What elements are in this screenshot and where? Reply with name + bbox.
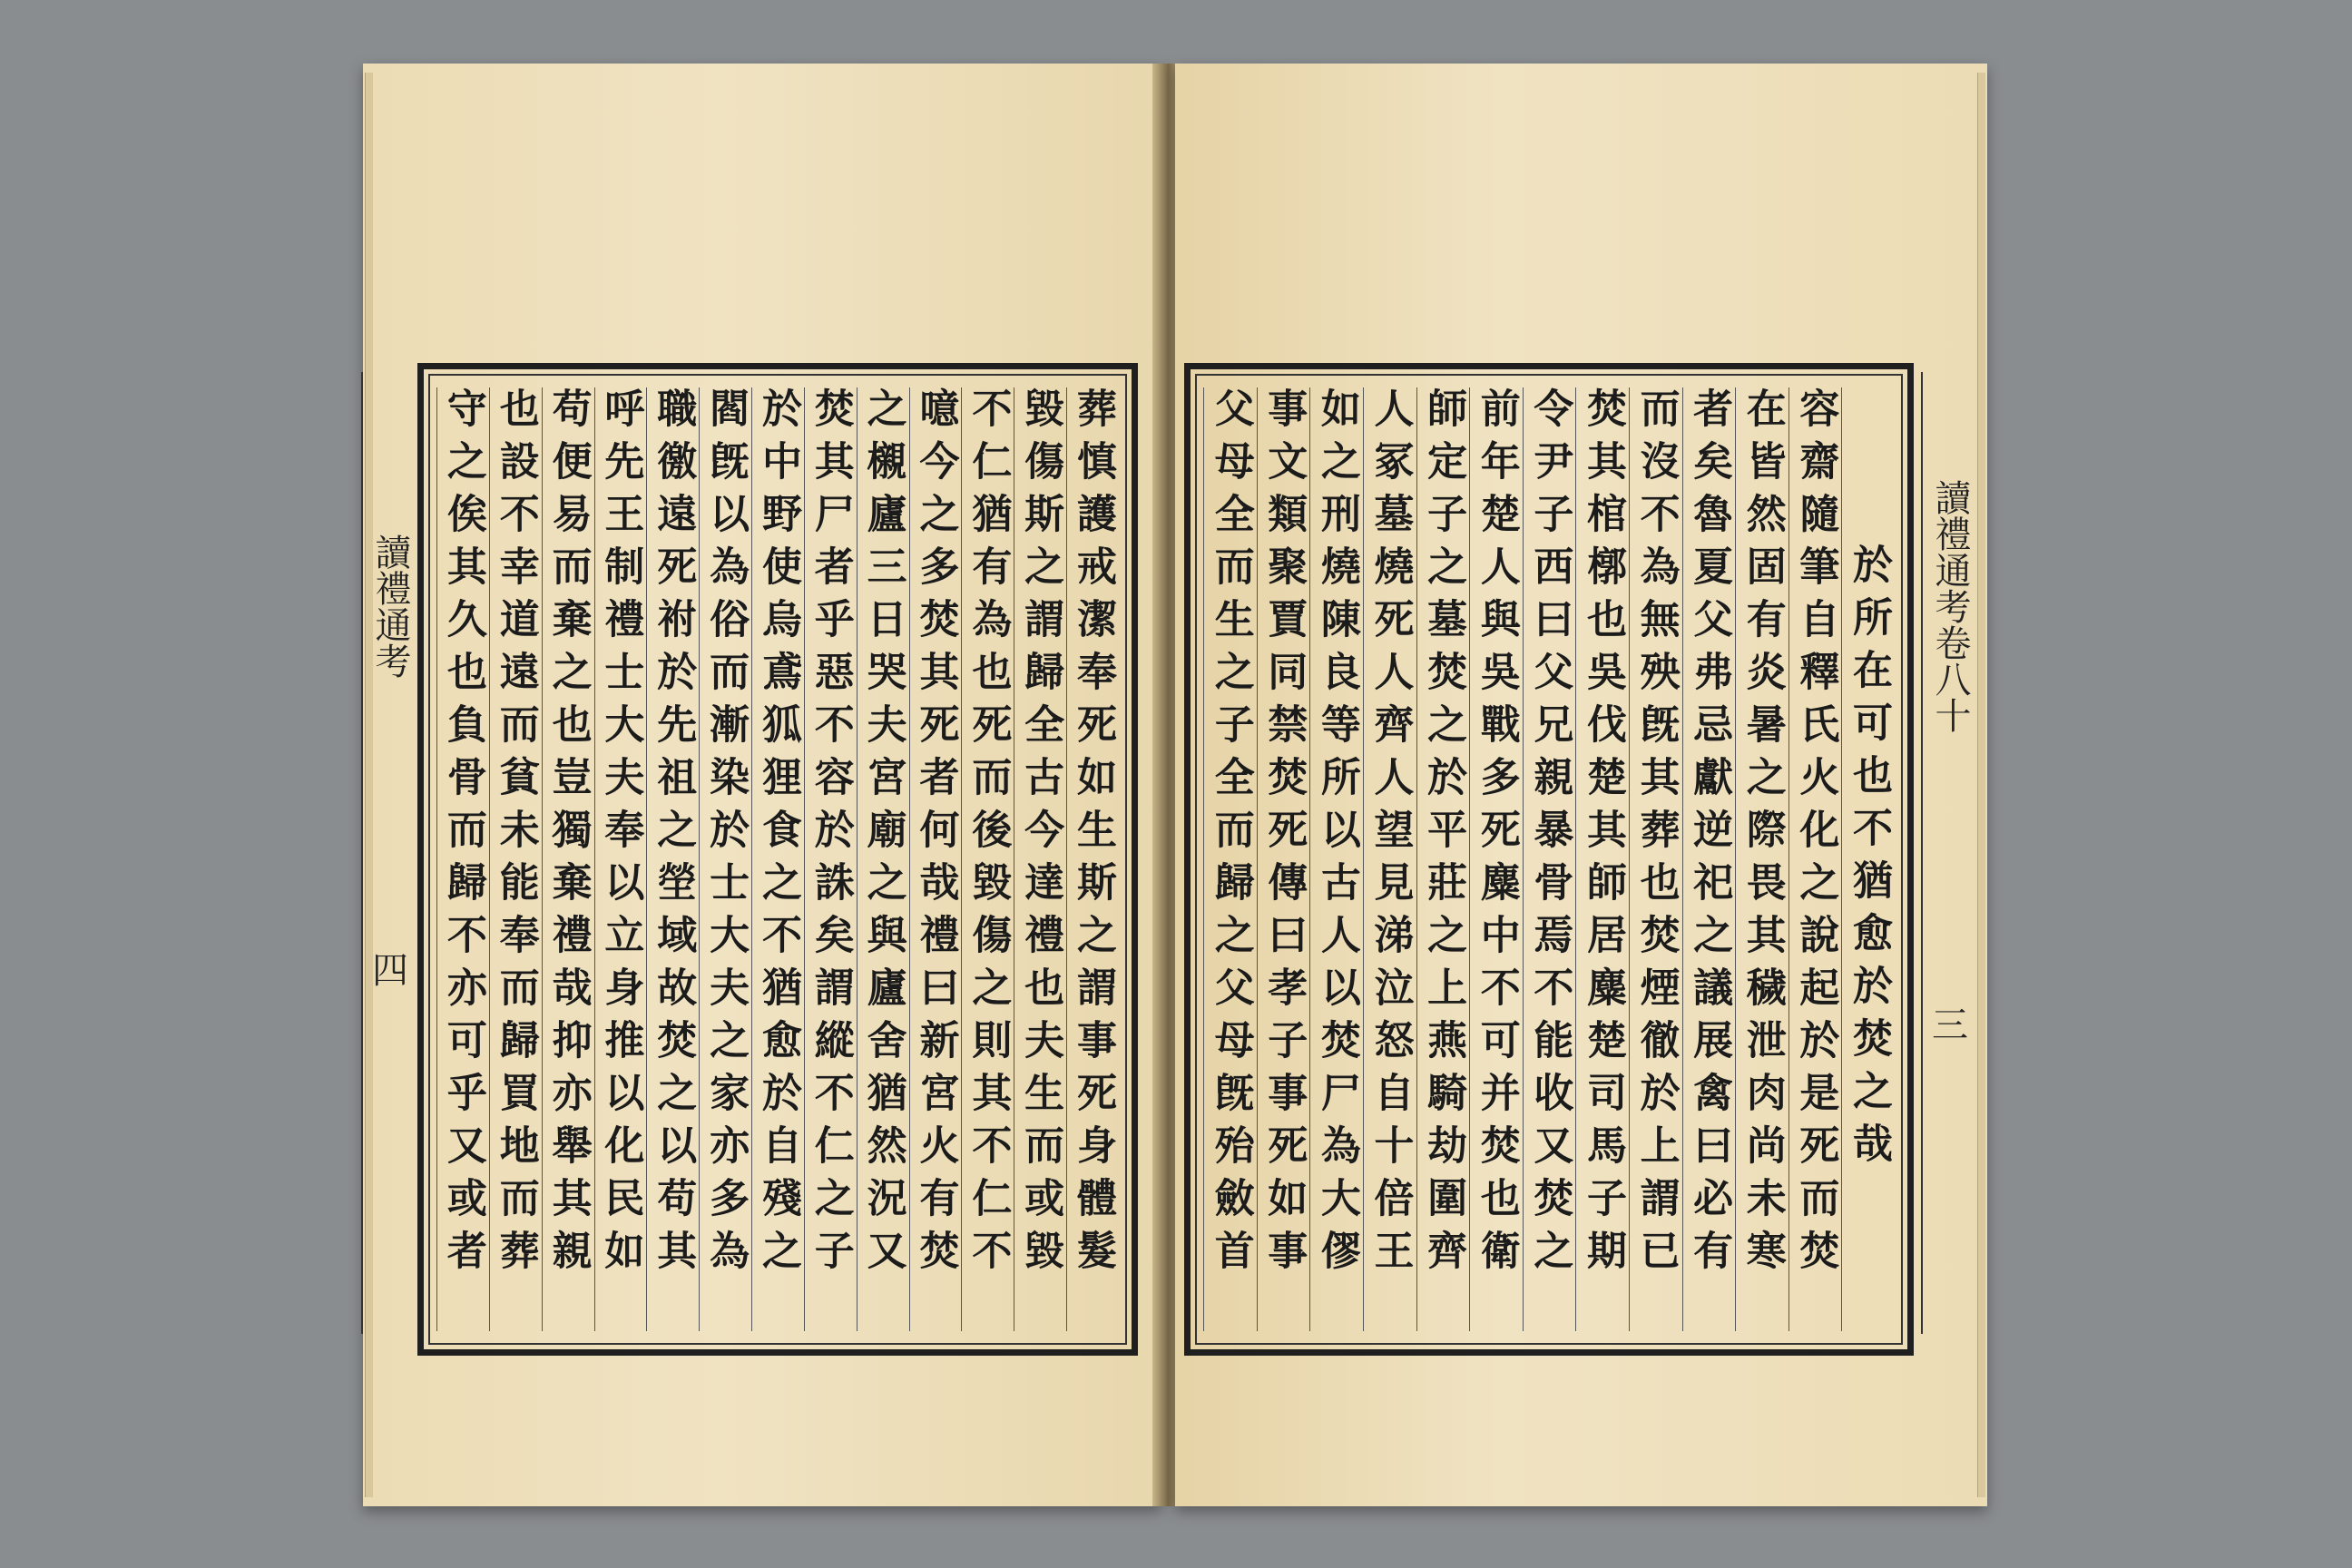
text-column: 而沒不為無殃旣其葬也焚煙徹於上謂已 [1629,387,1682,1331]
text-column: 令尹子西曰父兄親暴骨焉不能收又焚之 [1523,387,1576,1331]
text-column: 父母全而生之子全而歸之父母旣殆斂首 [1203,387,1257,1331]
left-text-columns [436,387,1119,1331]
text-column: 師定子之墓焚之於平莊之上燕騎劫圍齊 [1416,387,1470,1331]
text-column: 呼先王制禮士大夫奉以立身推以化民如 [594,387,647,1331]
text-column: 葬慎護戒潔奉死如生斯之謂事死身體髮 [1066,387,1119,1331]
left-page-header: 讀禮通考 [369,534,411,679]
text-column: 毀傷斯之謂歸全古今達禮也夫生而或毀 [1014,387,1066,1331]
text-column: 也設不幸道遠而貧未能奉而歸買地而葬 [489,387,542,1331]
text-column: 焚其尸者乎惡不容於誅矣謂縱不仁之子 [804,387,857,1331]
text-column: 事文類聚賈同禁焚死傳曰孝子事死如事 [1257,387,1310,1331]
left-page-margin-banner [361,372,419,1334]
right-text-columns [1203,387,1895,1331]
page-edge [1977,73,1985,1497]
text-column: 在皆然固有炎暑之際畏其穢泄肉尚未寒 [1735,387,1788,1331]
left-page [363,64,1161,1506]
text-column: 於中野使烏鳶狐狸食之不猶愈於自殘之 [751,387,804,1331]
text-column: 職徼遠死祔於先祖之塋域故焚之以苟其 [646,387,699,1331]
text-column: 不仁猶有為也死而後毀傷之則其不仁不 [961,387,1014,1331]
text-column: 人冢墓燒死人齊人望見涕泣怒自十倍王 [1363,387,1416,1331]
text-column: 焚其棺槨也吳伐楚其師居麋楚司馬子期 [1575,387,1629,1331]
text-column: 前年楚人與吳戰多死麋中不可并焚也衛 [1469,387,1523,1331]
text-column: 閻旣以為俗而漸染於士大夫之家亦多為 [699,387,751,1331]
right-page-margin-banner [1921,372,1979,1334]
right-page [1175,64,1987,1506]
text-column: 容齋隨筆自釋氏火化之說起於是死而焚 [1788,387,1842,1331]
right-page-number: 三 [1932,1004,1968,1046]
text-column: 於所在可也不猶愈於焚之哉 [1841,387,1895,1331]
text-column: 者矣魯夏父弗忌獻逆祀之議展禽曰必有 [1682,387,1736,1331]
text-column: 如之刑燒陳良等所以古人以焚尸為大僇 [1309,387,1363,1331]
text-column: 苟便易而棄之也豈獨棄禮哉抑亦舉其親 [542,387,594,1331]
right-page-header: 讀禮通考卷八十 [1929,479,1971,733]
right-text-frame [1184,363,1914,1356]
text-column: 之櫬廬三日哭夫宮廟之與廬舍猶然況又 [857,387,909,1331]
open-book [363,64,1987,1506]
left-page-number: 四 [372,950,408,992]
left-text-frame [417,363,1138,1356]
text-column: 噫今之多焚其死者何哉禮曰新宮火有焚 [909,387,962,1331]
text-column: 守之俟其久也負骨而歸不亦可乎又或者 [436,387,489,1331]
